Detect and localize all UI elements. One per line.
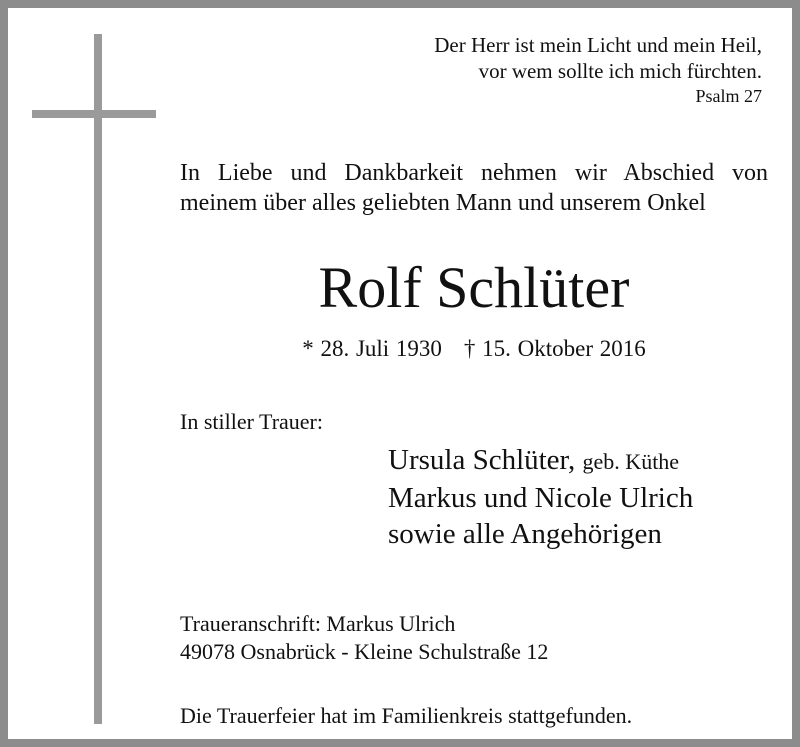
mourner-row-2: Markus und Nicole Ulrich	[388, 482, 694, 514]
mourner-row-3: sowie alle Angehörigen	[388, 518, 662, 550]
psalm-verse	[434, 32, 762, 108]
mourning-label: In stiller Trauer:	[180, 409, 323, 434]
mourner-row-1	[388, 442, 693, 480]
cross-vertical-bar	[94, 34, 102, 724]
verse-line-1: Der Herr ist mein Licht und mein Heil,	[434, 33, 762, 57]
intro-text	[180, 158, 768, 218]
verse-line-2: vor wem sollte ich mich fürchten.	[478, 59, 762, 83]
death-date: † 15. Oktober 2016	[463, 336, 646, 361]
life-dates	[180, 334, 768, 364]
deceased-name: Rolf Schlüter	[318, 255, 630, 320]
cross-horizontal-bar	[32, 110, 156, 118]
ceremony-note: Die Trauerfeier hat im Familienkreis stattgefunden.	[180, 703, 633, 728]
intro-line-2: meinem über alles geliebten Mann und unserem Onkel	[180, 190, 706, 216]
intro-line-1: In Liebe und Dankbarkeit nehmen wir Abschied von	[180, 160, 768, 186]
mourners-list	[388, 442, 693, 552]
address-line-1: Traueranschrift: Markus Ulrich	[180, 611, 456, 636]
mourner-1-maiden-name: geb. Küthe	[582, 449, 680, 474]
birth-date: * 28. Juli 1930	[302, 336, 442, 361]
mourner-1-name: Ursula Schlüter,	[388, 444, 576, 476]
mourning-address	[180, 610, 548, 666]
address-line-2: 49078 Osnabrück - Kleine Schulstraße 12	[180, 639, 549, 664]
verse-source: Psalm 27	[695, 86, 762, 106]
